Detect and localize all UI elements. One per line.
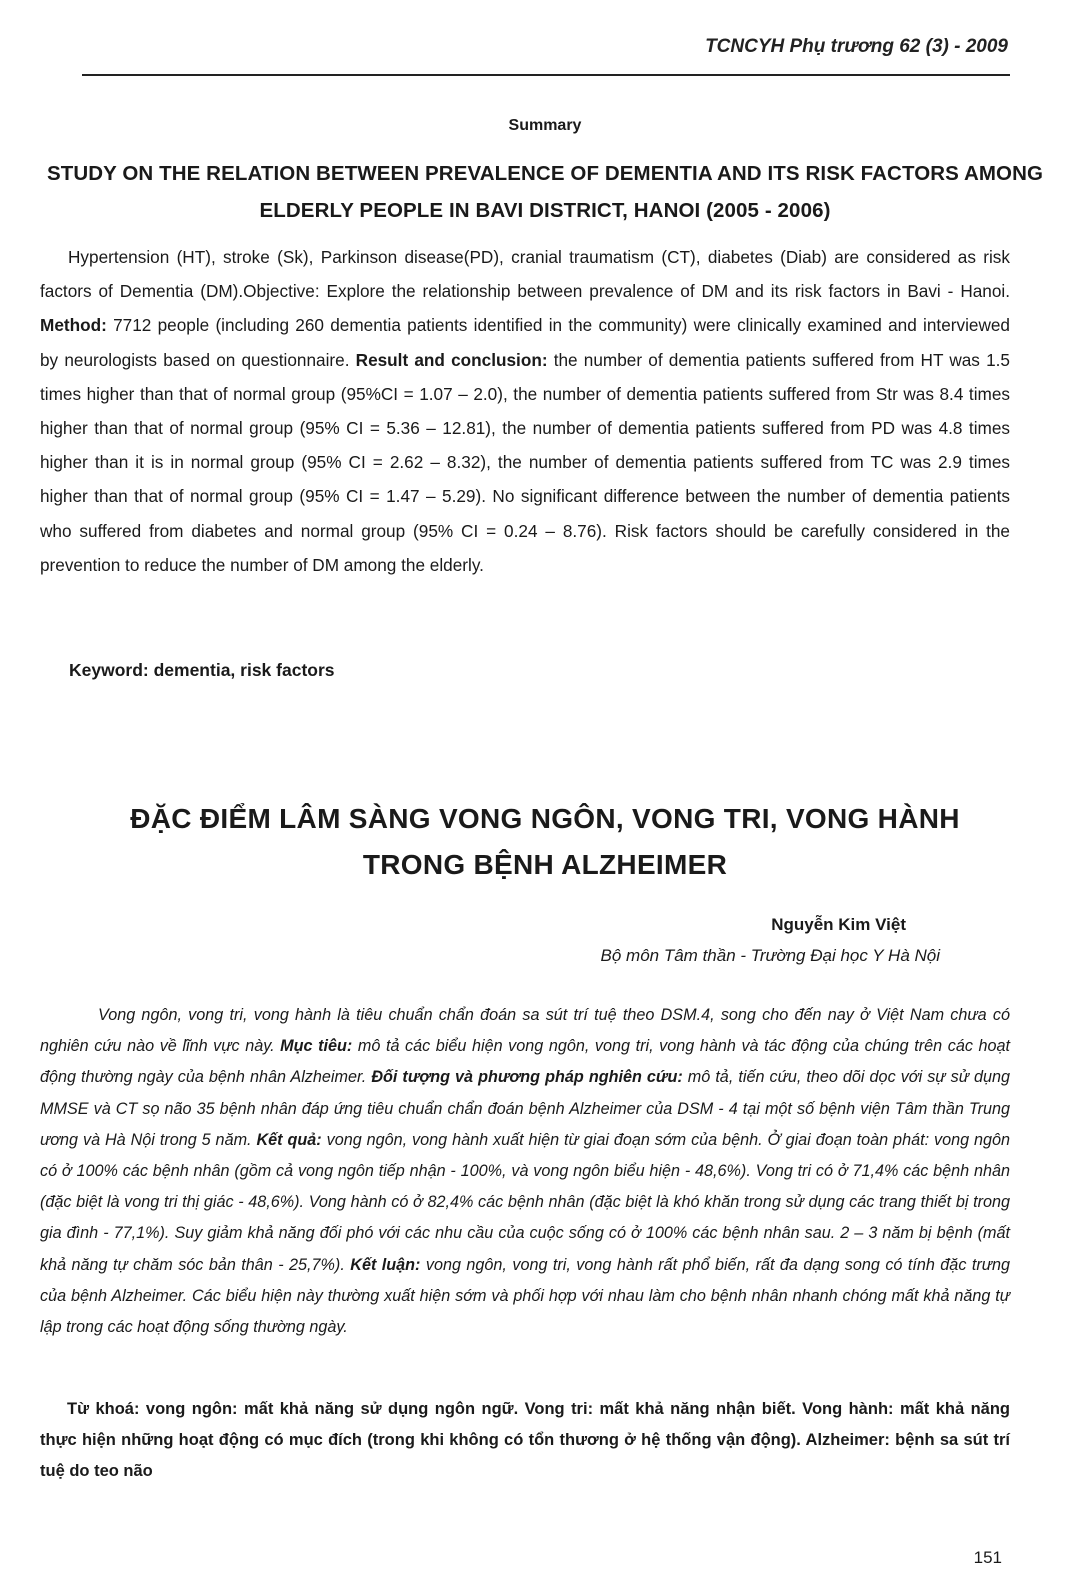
page-number: 151 [973,1548,1002,1567]
abstract-intro: Hypertension (HT), stroke (Sk), Parkinson disease(PD), cranial traumatism (CT), diabetes (Diab) are considered as risk factors of Dementia (DM).Objective: Explore the relationship between prevalence of DM and its risk factors in Bavi - Hanoi. [40,247,1010,302]
method-text: 7712 people (including 260 dementia patients identified in the community) were clinically examined and interviewed by neurologists based on questionnaire. [40,315,1010,370]
english-abstract [40,240,1010,582]
author-name: Nguyễn Kim Việt [771,915,906,934]
doi-tuong-label: Đối tượng và phương pháp nghiên cứu: [371,1068,683,1087]
method-label: Method: [40,315,107,336]
vn-abstract-intro: Vong ngôn, vong tri, vong hành là tiêu chuẩn chẩn đoán sa sút trí tuệ theo DSM.4, song cho đến nay ở Việt Nam chưa có nghiên cứu nào về lĩnh vực này. [40,1006,1010,1056]
result-text: the number of dementia patients suffered from HT was 1.5 times higher than that of normal group (95%CI = 1.07 – 2.0), the number of dementia patients suffered from Str was 8.4 times higher than that of normal group (95% CI = 5.36 – 12.81), the number of dementia patients suffered from PD was 4.8 times higher than it is in normal group (95% CI = 2.62 – 8.32), the number of dementia patients suffered from TC was 2.9 times higher than that of normal group (95% CI = 1.47 – 5.29). No significant difference between the number of dementia patients who suffered from diabetes and normal group (95% CI = 0.24 – 8.76). Risk factors should be carefully considered in the prevention to reduce the number of DM among the elderly. [40,349,1010,575]
muc-tieu-text: mô tả các biểu hiện vong ngôn, vong tri, vong hành và tác động của chúng trên các hoạt động thường ngày của bệnh nhân Alzheimer. [40,1037,1010,1087]
ket-luan-text: vong ngôn, vong tri, vong hành rất phổ biến, rất đa dạng song có tính đặc trưng của bệnh Alzheimer. Các biểu hiện này thường xuất hiện sớm và phối hợp với nhau làm cho bệnh nhân nhanh chóng mất khả năng tự lập trong các hoạt động sống thường ngày. [40,1255,1010,1337]
doi-tuong-text: mô tả, tiến cứu, theo dõi dọc với sự sử dụng MMSE và CT sọ não 35 bệnh nhân đáp ứng tiêu chuẩn chẩn đoán bệnh Alzheimer của DSM - 4 tại một số bệnh viện Tâm thần Trung ương và Hà Nội trong 5 năm. [40,1068,1011,1149]
vietnamese-title-line1: ĐẶC ĐIỂM LÂM SÀNG VONG NGÔN, VONG TRI, VONG HÀNH [130,803,960,834]
summary-label: Summary [508,117,582,134]
vietnamese-abstract [40,1000,1010,1343]
author-affiliation: Bộ môn Tâm thần - Trường Đại học Y Hà Nội [600,946,940,965]
english-title: STUDY ON THE RELATION BETWEEN PREVALENCE OF DEMENTIA AND ITS RISK FACTORS AMONG ELDERLY PEOPLE IN BAVI DISTRICT, HANOI (2005 - 2006) [46,162,1044,222]
vietnamese-title-line2: TRONG BỆNH ALZHEIMER [362,849,728,880]
english-keywords: Keyword: dementia, risk factors [69,660,335,680]
muc-tieu-label: Mục tiêu: [280,1037,353,1056]
header-rule [82,74,1010,76]
vietnamese-title [40,796,1050,888]
vietnamese-keywords: Từ khoá: vong ngôn: mất khả năng sử dụng ngôn ngữ. Vong tri: mất khả năng nhận biết. Vong hành: mất khả năng thực hiện những hoạt động có mục đích (trong khi không có tổn thương ở hệ thống vận động). Alzheimer: bệnh sa sút trí tuệ do teo não [40,1400,1010,1480]
running-head: TCNCYH Phụ trương 62 (3) - 2009 [705,36,1008,57]
ket-qua-label: Kết quả: [256,1130,322,1149]
ket-qua-text: vong ngôn, vong hành xuất hiện từ giai đoạn sớm của bệnh. Ở giai đoạn toàn phát: vong ngôn có ở 100% các bệnh nhân (gồm cả vong ngôn tiếp nhận - 100%, và vong ngôn biểu hiện - 48,6%). Vong tri có ở 71,4% các bệnh nhân (đặc biệt là vong tri thị giác - 48,6%). Vong hành có ở 82,4% các bệnh nhân (đặc biệt là khó khăn trong sử dụng các trang thiết bị trong gia đình - 77,1%). Suy giảm khả năng đối phó với các nhu cầu của cuộc sống có ở 100% các bệnh nhân sau. 2 – 3 năm bị bệnh (mất khả năng tự chăm sóc bản thân - 25,7%). [40,1130,1011,1274]
result-label: Result and conclusion: [355,349,548,370]
ket-luan-label: Kết luận: [350,1255,421,1274]
